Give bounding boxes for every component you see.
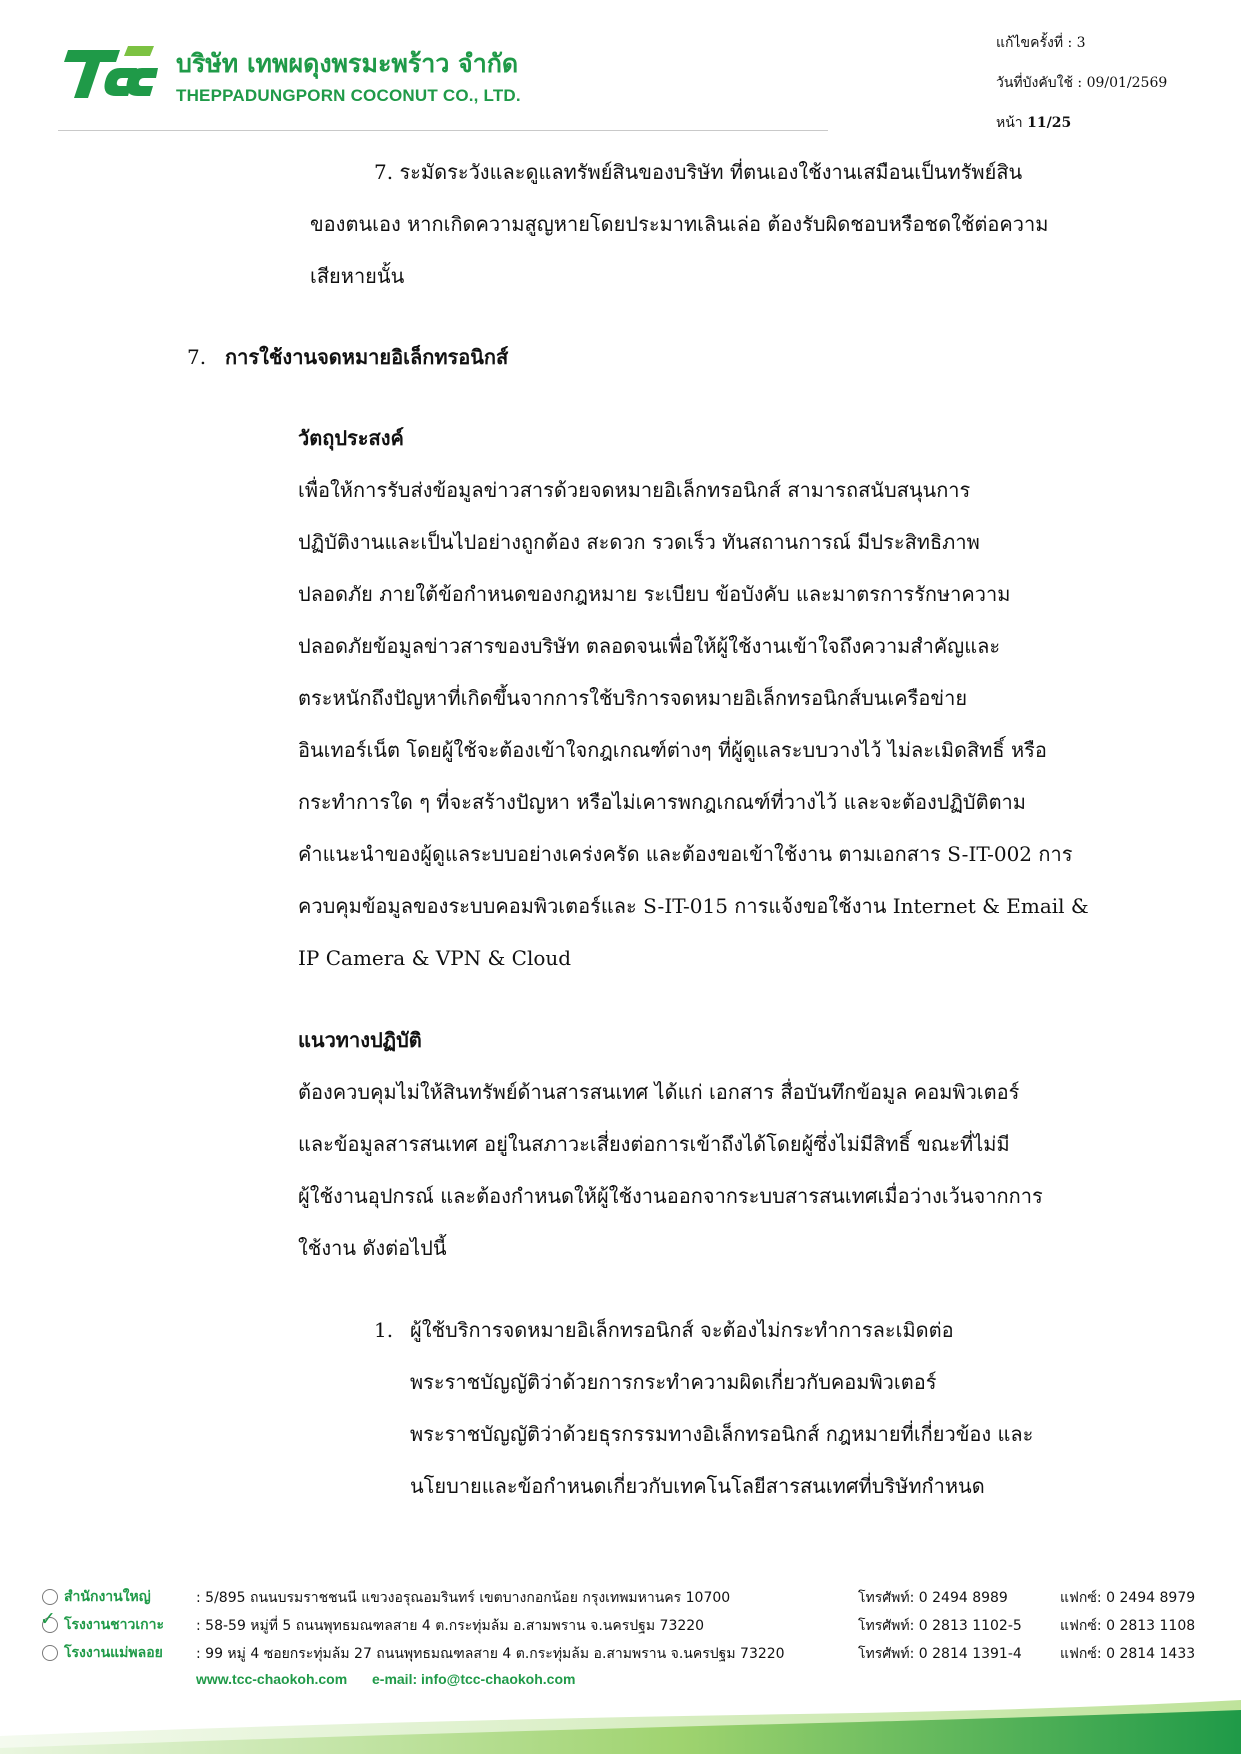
section-number: 7. [187,345,207,369]
office-fax: แฟกซ์: 0 2813 1108 [1060,1618,1196,1634]
website-link[interactable]: www.tcc-chaokoh.com [196,1671,348,1687]
office-label: สำนักงานใหญ่ [64,1589,151,1605]
guideline-line: ผู้ใช้งานอุปกรณ์ และต้องกำหนดให้ผู้ใช้งานออกจากระบบสารสนเทศเมื่อว่างเว้นจากการ [298,1184,1043,1208]
list-item-line: พระราชบัญญัติว่าด้วยการกระทำความผิดเกี่ยวกับคอมพิวเตอร์ [410,1370,937,1394]
objective-line: เพื่อให้การรับส่งข้อมูลข่าวสารด้วยจดหมายอิเล็กทรอนิกส์ สามารถสนับสนุนการ [298,478,971,502]
tcc-logo-icon [58,42,158,100]
radio-circle-icon [42,1589,58,1605]
list-item-line: นโยบายและข้อกำหนดเกี่ยวกับเทคโนโลยีสารสนเทศที่บริษัทกำหนด [410,1474,985,1498]
objective-line: ควบคุมข้อมูลของระบบคอมพิวเตอร์และ S-IT-015 การแจ้งขอใช้งาน Internet & Email & [298,894,1089,918]
objective-line: กระทำการใด ๆ ที่จะสร้างปัญหา หรือไม่เคารพกฎเกณฑ์ที่วางไว้ และจะต้องปฏิบัติตาม [298,790,1026,814]
objective-line: อินเทอร์เน็ต โดยผู้ใช้จะต้องเข้าใจกฎเกณฑ์ต่างๆ ที่ผู้ดูแลระบบวางไว้ ไม่ละเมิดสิทธิ์ หรือ [298,738,1047,762]
objective-line: ปฏิบัติงานและเป็นไปอย่างถูกต้อง สะดวก รวดเร็ว ทันสถานการณ์ มีประสิทธิภาพ [298,530,980,554]
list-item-line: พระราชบัญญัติว่าด้วยธุรกรรมทางอิเล็กทรอนิกส์ กฎหมายที่เกี่ยวข้อง และ [410,1422,1034,1446]
office-fax: แฟกซ์: 0 2814 1433 [1060,1646,1196,1662]
office-address: : 99 หมู่ 4 ซอยกระทุ่มล้ม 27 ถนนพุทธมณฑลสาย 4 ต.กระทุ่มล้ม อ.สามพราน จ.นครปฐม 73220 [196,1646,785,1662]
objective-line: ตระหนักถึงปัญหาที่เกิดขึ้นจากการใช้บริการจดหมายอิเล็กทรอนิกส์บนเครือข่าย [298,686,968,710]
office-address: : 5/895 ถนนบรมราชชนนี แขวงอรุณอมรินทร์ เขตบางกอกน้อย กรุงเทพมหานคร 10700 [196,1590,731,1606]
page-number: หน้า 11/25 [996,115,1072,131]
check-icon: ✓ [40,1608,56,1630]
list-item-number: 1. [374,1318,394,1342]
revision-number: แก้ไขครั้งที่ : 3 [996,35,1086,51]
objective-heading: วัตถุประสงค์ [298,426,404,450]
paragraph-line: 7. ระมัดระวังและดูแลทรัพย์สินของบริษัท ที่ตนเองใช้งานเสมือนเป็นทรัพย์สิน [374,160,1023,184]
company-name-english: THEPPADUNGPORN COCONUT CO., LTD. [176,86,521,105]
objective-line: ปลอดภัยข้อมูลข่าวสารของบริษัท ตลอดจนเพื่อให้ผู้ใช้งานเข้าใจถึงความสำคัญและ [298,634,1001,658]
guideline-line: ใช้งาน ดังต่อไปนี้ [298,1236,447,1260]
objective-line: ปลอดภัย ภายใต้ข้อกำหนดของกฎหมาย ระเบียบ ข้อบังคับ และมาตรการรักษาความ [298,582,1011,606]
office-label: โรงงานแม่พลอย [64,1645,163,1661]
header-divider [58,130,828,131]
office-phone: โทรศัพท์: 0 2814 1391-4 [858,1646,1022,1662]
objective-line: คำแนะนำของผู้ดูแลระบบอย่างเคร่งครัด และต้องขอเข้าใช้งาน ตามเอกสาร S-IT-002 การ [298,842,1073,866]
guideline-heading: แนวทางปฏิบัติ [298,1028,422,1052]
company-name-thai: บริษัท เทพผดุงพรมะพร้าว จำกัด [176,49,519,78]
section-title: การใช้งานจดหมายอิเล็กทรอนิกส์ [225,345,509,369]
guideline-line: ต้องควบคุมไม่ให้สินทรัพย์ด้านสารสนเทศ ได้แก่ เอกสาร สื่อบันทึกข้อมูล คอมพิวเตอร์ [298,1080,1020,1104]
footer-wave-decoration [0,1680,1241,1754]
office-fax: แฟกซ์: 0 2494 8979 [1060,1590,1196,1606]
email-link[interactable]: e-mail: info@tcc-chaokoh.com [372,1671,576,1687]
paragraph-line: เสียหายนั้น [310,264,405,288]
list-item-line: ผู้ใช้บริการจดหมายอิเล็กทรอนิกส์ จะต้องไม่กระทำการละเมิดต่อ [410,1318,954,1342]
office-phone: โทรศัพท์: 0 2494 8989 [858,1590,1008,1606]
paragraph-line: ของตนเอง หากเกิดความสูญหายโดยประมาทเลินเล่อ ต้องรับผิดชอบหรือชดใช้ต่อความ [310,212,1049,236]
office-phone: โทรศัพท์: 0 2813 1102-5 [858,1618,1022,1634]
radio-circle-icon [42,1645,58,1661]
office-address: : 58-59 หมู่ที่ 5 ถนนพุทธมณฑลสาย 4 ต.กระทุ่มล้ม อ.สามพราน จ.นครปฐม 73220 [196,1618,705,1634]
objective-line: IP Camera & VPN & Cloud [298,946,572,970]
office-label: โรงงานชาวเกาะ [64,1617,165,1633]
guideline-line: และข้อมูลสารสนเทศ อยู่ในสภาวะเสี่ยงต่อการเข้าถึงได้โดยผู้ซึ่งไม่มีสิทธิ์ ขณะที่ไม่มี [298,1132,1010,1156]
effective-date: วันที่บังคับใช้ : 09/01/2569 [996,75,1168,91]
